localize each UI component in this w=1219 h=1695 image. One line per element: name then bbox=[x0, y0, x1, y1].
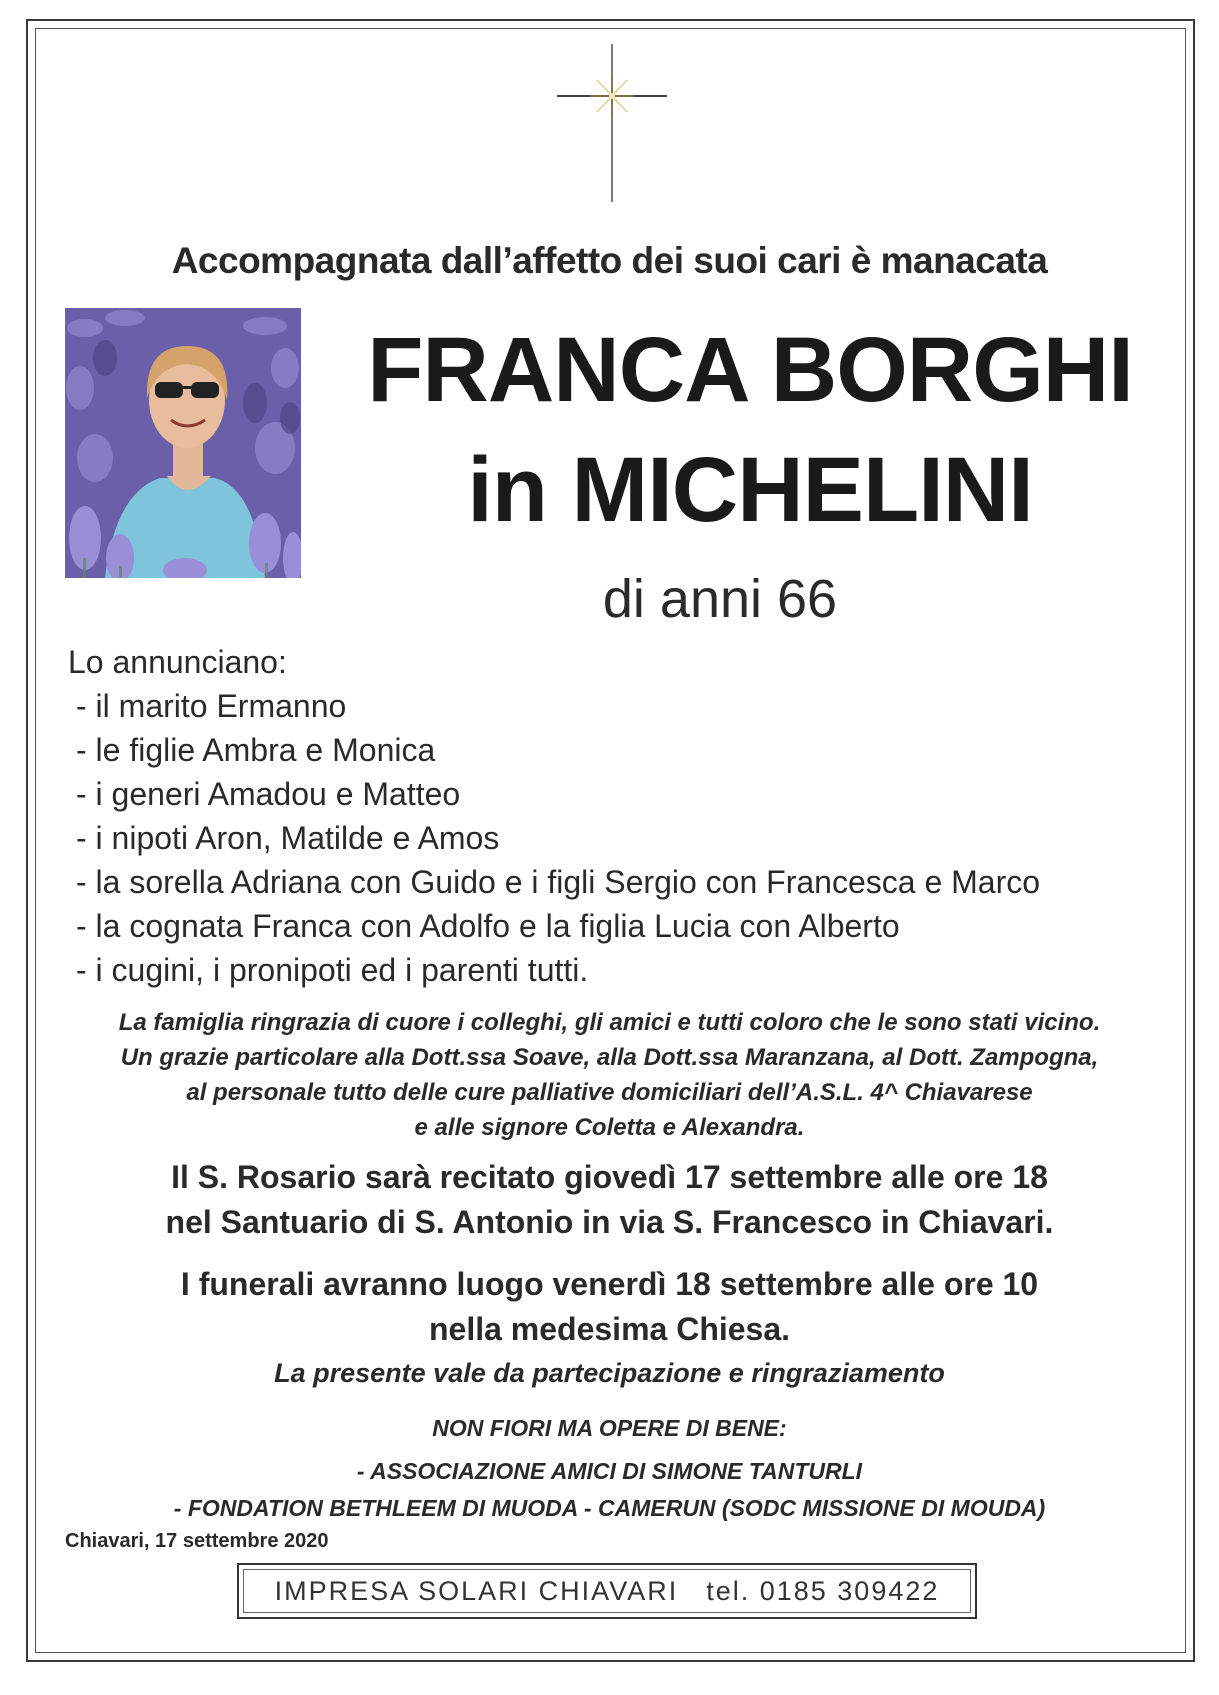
funeral-line: I funerali avranno luogo venerdì 18 settembre alle ore 10 bbox=[180, 1266, 1039, 1302]
rosary-info bbox=[0, 1155, 1219, 1245]
cross-icon bbox=[557, 44, 667, 219]
list-item: - i generi Amadou e Matteo bbox=[76, 776, 461, 812]
funeral-home-phone: tel. 0185 309422 bbox=[706, 1575, 940, 1606]
thanks-line: La famiglia ringrazia di cuore i colleghi, gli amici e tutti coloro che le sono stati vicino. bbox=[118, 1009, 1101, 1036]
list-item: - la sorella Adriana con Guido e i figli Sergio con Francesca e Marco bbox=[76, 864, 1041, 900]
thanks-line: Un grazie particolare alla Dott.ssa Soave, alla Dott.ssa Maranzana, al Dott. Zampogna, bbox=[120, 1044, 1099, 1071]
funeral-home-text bbox=[275, 1576, 940, 1607]
donations-heading: NON FIORI MA OPERE DI BENE: bbox=[432, 1415, 787, 1441]
list-item: - i nipoti Aron, Matilde e Amos bbox=[76, 820, 500, 856]
rosary-line: nel Santuario di S. Antonio in via S. Francesco in Chiavari. bbox=[165, 1204, 1054, 1240]
dateline: Chiavari, 17 settembre 2020 bbox=[65, 1530, 329, 1552]
announcement-list bbox=[68, 640, 1040, 992]
list-item: - il marito Ermanno bbox=[76, 688, 347, 724]
funeral-home-name: IMPRESA SOLARI CHIAVARI bbox=[274, 1575, 679, 1606]
announcement-title: Lo annunciano: bbox=[68, 644, 287, 680]
thanks-paragraph bbox=[0, 1005, 1219, 1145]
funeral-info bbox=[0, 1262, 1219, 1352]
funeral-home-box bbox=[237, 1563, 977, 1619]
age-text: di anni 66 bbox=[602, 569, 838, 629]
partecipazione-note: La presente vale da partecipazione e ringraziamento bbox=[274, 1358, 945, 1388]
rosary-line: Il S. Rosario sarà recitato giovedì 17 settembre alle ore 18 bbox=[171, 1159, 1048, 1195]
list-item: - i cugini, i pronipoti ed i parenti tutti. bbox=[76, 952, 589, 988]
donations-block bbox=[0, 1410, 1219, 1527]
deceased-name: FRANCA BORGHI bbox=[367, 319, 1133, 421]
donation-item: - FONDATION BETHLEEM DI MUODA - CAMERUN (SODC MISSIONE DI MOUDA) bbox=[173, 1495, 1046, 1521]
list-item: - le figlie Ambra e Monica bbox=[76, 732, 436, 768]
intro-text: Accompagnata dall’affetto dei suoi cari è manacata bbox=[171, 240, 1048, 281]
funeral-line: nella medesima Chiesa. bbox=[428, 1311, 791, 1347]
deceased-photo bbox=[65, 308, 301, 578]
list-item: - la cognata Franca con Adolfo e la figlia Lucia con Alberto bbox=[76, 908, 900, 944]
thanks-line: e alle signore Coletta e Alexandra. bbox=[414, 1114, 805, 1141]
thanks-line: al personale tutto delle cure palliative domiciliari dell’A.S.L. 4^ Chiavarese bbox=[186, 1079, 1033, 1106]
donation-item: - ASSOCIAZIONE AMICI DI SIMONE TANTURLI bbox=[356, 1458, 863, 1484]
married-name: in MICHELINI bbox=[467, 439, 1033, 541]
